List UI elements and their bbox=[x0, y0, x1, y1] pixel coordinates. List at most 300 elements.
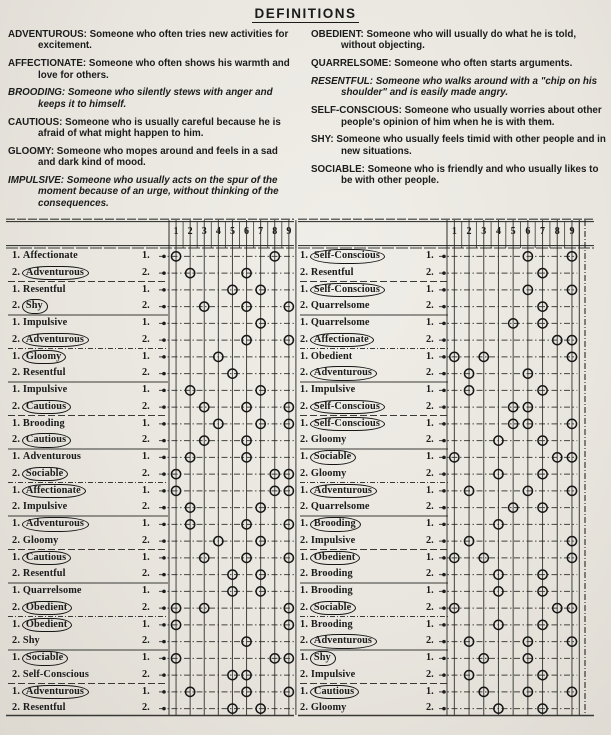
trait-label: Resentful bbox=[22, 283, 66, 295]
response-row-number: 1. bbox=[426, 283, 434, 295]
trait-number: 2. bbox=[12, 400, 23, 412]
page-header bbox=[0, 5, 611, 23]
trait-row bbox=[6, 416, 162, 433]
trait-label: Impulsive bbox=[22, 317, 68, 328]
trait-number: 1. bbox=[12, 518, 23, 529]
row-bullet-dot bbox=[162, 271, 166, 275]
trait-number: 2. bbox=[12, 568, 23, 580]
trait-row bbox=[298, 365, 438, 382]
row-bullet-dot bbox=[442, 439, 446, 443]
definition-item bbox=[8, 58, 297, 81]
definition-text: Someone who usually feels timid with other people and in new situations. bbox=[333, 134, 606, 157]
definition-item bbox=[311, 164, 607, 187]
response-row-number: 2. bbox=[142, 501, 150, 513]
trait-number: 1. bbox=[12, 350, 23, 362]
trait-row bbox=[6, 499, 162, 516]
trait-row bbox=[298, 432, 438, 449]
response-row-number: 2. bbox=[426, 601, 434, 613]
row-bullet-dot bbox=[442, 657, 446, 661]
trait-row bbox=[6, 265, 162, 282]
circled-trait-label: Cautious bbox=[22, 433, 71, 448]
trait-row bbox=[298, 533, 438, 550]
response-row-number: 1. bbox=[142, 417, 150, 429]
trait-number: 1. bbox=[12, 250, 23, 261]
circled-trait-label: Adventurous bbox=[22, 685, 89, 700]
definition-text: Someone who usually acts on the spur of the moment because of an urge, without thinking of the consequences. bbox=[38, 175, 279, 209]
page-title: DEFINITIONS bbox=[254, 6, 357, 21]
trait-number: 1. bbox=[12, 384, 23, 395]
row-bullet-dot bbox=[442, 640, 446, 644]
trait-row bbox=[6, 617, 162, 634]
trait-number: 2. bbox=[12, 601, 23, 613]
definition-term: IMPULSIVE: bbox=[8, 175, 65, 187]
response-row-number: 2. bbox=[426, 501, 434, 513]
trait-number: 1. bbox=[300, 585, 311, 596]
trait-number: 2. bbox=[300, 635, 311, 647]
trait-row bbox=[298, 600, 438, 617]
trait-row bbox=[6, 248, 162, 265]
row-bullet-dot bbox=[442, 405, 446, 409]
trait-number: 2. bbox=[300, 400, 311, 412]
response-row-number: 2. bbox=[142, 668, 150, 680]
trait-label: Shy bbox=[22, 635, 40, 647]
trait-row bbox=[6, 566, 162, 583]
scale-column-header: 1 bbox=[451, 225, 457, 237]
row-bullet-dot bbox=[442, 355, 446, 359]
trait-number: 2. bbox=[300, 501, 311, 513]
trait-row bbox=[298, 416, 438, 433]
response-row-number: 2. bbox=[142, 300, 150, 312]
trait-number: 2. bbox=[300, 434, 311, 446]
response-row-number: 2. bbox=[426, 434, 434, 446]
row-bullet-dot bbox=[162, 573, 166, 577]
trait-number: 1. bbox=[12, 451, 23, 462]
trait-number: 1. bbox=[12, 283, 23, 295]
trait-number: 1. bbox=[300, 484, 311, 496]
trait-row bbox=[298, 566, 438, 583]
trait-label: Brooding bbox=[310, 568, 353, 580]
trait-label: Impulsive bbox=[310, 384, 356, 395]
definition-item bbox=[311, 58, 607, 69]
trait-label: Obedient bbox=[310, 350, 353, 362]
trait-number: 1. bbox=[12, 618, 23, 630]
trait-row bbox=[6, 399, 162, 416]
trait-number: 2. bbox=[300, 367, 311, 379]
trait-number: 2. bbox=[300, 534, 311, 546]
row-bullet-dot bbox=[442, 305, 446, 309]
response-row-number: 2. bbox=[426, 534, 434, 546]
row-bullet-dot bbox=[442, 271, 446, 275]
response-row-number: 2. bbox=[142, 467, 150, 479]
row-bullet-dot bbox=[162, 405, 166, 409]
row-bullet-dot bbox=[162, 523, 166, 527]
row-bullet-dot bbox=[442, 506, 446, 510]
circled-trait-label: Cautious bbox=[22, 400, 71, 415]
definition-text: Someone who often shows his warmth and love for others. bbox=[38, 58, 290, 81]
definition-term: QUARRELSOME: bbox=[311, 58, 392, 70]
scale-column-header: 7 bbox=[540, 225, 546, 237]
circled-trait-label: Obedient bbox=[22, 601, 72, 616]
row-bullet-dot bbox=[162, 255, 166, 259]
trait-label: Brooding bbox=[22, 417, 65, 429]
scale-column-header: 8 bbox=[554, 225, 560, 237]
row-bullet-dot bbox=[442, 288, 446, 292]
trait-row bbox=[298, 667, 438, 684]
trait-label: Gloomy bbox=[310, 434, 347, 446]
circled-trait-label: Adventurous bbox=[310, 366, 377, 381]
definition-text: Someone who mopes around and feels in a sad and dark kind of mood. bbox=[38, 145, 278, 169]
circled-trait-label: Adventurous bbox=[22, 517, 89, 532]
circled-trait-label: Obedient bbox=[22, 618, 72, 633]
trait-number: 1. bbox=[300, 283, 311, 295]
trait-label: Impulsive bbox=[22, 384, 68, 395]
circled-trait-label: Self-Conscious bbox=[310, 417, 385, 432]
definition-term: BROODING: bbox=[8, 87, 66, 99]
definition-term: SOCIABLE: bbox=[311, 163, 365, 175]
trait-row bbox=[298, 650, 438, 667]
row-bullet-dot bbox=[442, 606, 446, 610]
row-bullet-dot bbox=[162, 556, 166, 560]
scale-column-header: 4 bbox=[495, 225, 501, 237]
circled-trait-label: Shy bbox=[310, 651, 336, 666]
scale-column-header: 9 bbox=[286, 225, 292, 237]
definitions-column-right bbox=[311, 29, 607, 193]
definition-text: Someone who often tries new activities for excitement. bbox=[38, 29, 289, 52]
trait-row bbox=[6, 550, 162, 567]
trait-row bbox=[6, 466, 162, 483]
trait-number: 1. bbox=[12, 652, 23, 663]
response-row-number: 1. bbox=[426, 417, 434, 429]
response-row-number: 1. bbox=[426, 350, 434, 362]
trait-row bbox=[6, 633, 162, 650]
definition-text: Someone who usually worries about other people's opinion of him when he is with them. bbox=[341, 105, 602, 128]
response-row-number: 1. bbox=[142, 317, 150, 328]
trait-row bbox=[298, 516, 438, 533]
row-bullet-dot bbox=[442, 338, 446, 342]
trait-label: Quarrelsome bbox=[310, 501, 370, 513]
trait-number: 1. bbox=[300, 518, 311, 529]
trait-row bbox=[298, 550, 438, 567]
trait-row bbox=[6, 449, 162, 466]
trait-number: 1. bbox=[300, 317, 311, 328]
response-row-number: 2. bbox=[142, 601, 150, 613]
row-bullet-dot bbox=[442, 489, 446, 493]
trait-number: 2. bbox=[12, 434, 23, 446]
trait-label: Gloomy bbox=[22, 534, 59, 546]
row-bullet-dot bbox=[442, 422, 446, 426]
response-row-number: 2. bbox=[142, 702, 150, 714]
trait-number: 1. bbox=[12, 417, 23, 429]
circled-trait-label: Adventurous bbox=[310, 634, 377, 649]
circled-trait-label: Affectionate bbox=[22, 484, 86, 499]
definition-term: CAUTIOUS: bbox=[8, 116, 63, 128]
definition-item bbox=[311, 134, 607, 157]
row-bullet-dot bbox=[162, 288, 166, 292]
row-bullet-dot bbox=[162, 623, 166, 627]
response-row-number: 2. bbox=[426, 266, 434, 278]
response-row-number: 1. bbox=[426, 618, 434, 630]
rating-table-left bbox=[6, 218, 298, 717]
response-row-number: 1. bbox=[142, 551, 150, 563]
row-bullet-dot bbox=[162, 640, 166, 644]
response-row-number: 1. bbox=[426, 451, 434, 462]
row-bullet-dot bbox=[442, 472, 446, 476]
trait-row bbox=[298, 332, 438, 349]
definition-term: SELF-CONSCIOUS: bbox=[311, 105, 402, 117]
trait-row bbox=[6, 533, 162, 550]
trait-row bbox=[298, 382, 438, 399]
definitions-column-left bbox=[8, 29, 297, 216]
trait-number: 1. bbox=[12, 317, 23, 328]
trait-number: 2. bbox=[12, 266, 23, 278]
response-row-number: 2. bbox=[142, 333, 150, 345]
response-row-number: 1. bbox=[426, 685, 434, 697]
response-row-number: 1. bbox=[142, 518, 150, 529]
row-bullet-dot bbox=[162, 472, 166, 476]
trait-row bbox=[6, 483, 162, 500]
trait-number: 2. bbox=[12, 668, 23, 680]
trait-number: 2. bbox=[300, 668, 311, 680]
definition-text: Someone who is friendly and who usually likes to be with other people. bbox=[341, 163, 599, 187]
trait-label: Gloomy bbox=[310, 467, 347, 479]
response-row-number: 2. bbox=[426, 635, 434, 647]
definition-text: Someone who often starts arguments. bbox=[391, 58, 573, 70]
row-bullet-dot bbox=[442, 372, 446, 376]
trait-label: Resentful bbox=[22, 702, 66, 714]
circled-trait-label: Adventurous bbox=[22, 333, 89, 348]
response-row-number: 2. bbox=[426, 668, 434, 680]
trait-row bbox=[6, 349, 162, 366]
definition-term: GLOOMY: bbox=[8, 145, 55, 157]
trait-row bbox=[6, 382, 162, 399]
trait-number: 1. bbox=[300, 618, 311, 630]
circled-trait-label: Sociable bbox=[22, 651, 68, 666]
response-row-number: 1. bbox=[142, 451, 150, 462]
definition-item bbox=[311, 29, 607, 52]
row-bullet-dot bbox=[162, 657, 166, 661]
trait-number: 1. bbox=[300, 685, 311, 697]
trait-row bbox=[298, 349, 438, 366]
trait-row bbox=[6, 583, 162, 600]
definition-text: Someone who silently stews with anger and keeps it to himself. bbox=[38, 87, 273, 110]
trait-number: 2. bbox=[12, 501, 23, 513]
definition-text: Someone who will usually do what he is told, without objecting. bbox=[341, 29, 577, 52]
trait-number: 1. bbox=[300, 551, 311, 563]
trait-number: 2. bbox=[12, 702, 23, 714]
trait-number: 2. bbox=[12, 333, 23, 345]
trait-number: 2. bbox=[300, 467, 311, 479]
row-bullet-dot bbox=[442, 556, 446, 560]
response-row-number: 1. bbox=[142, 585, 150, 596]
response-row-number: 1. bbox=[426, 250, 434, 261]
response-row-number: 1. bbox=[426, 384, 434, 395]
trait-row bbox=[298, 499, 438, 516]
response-row-number: 1. bbox=[426, 518, 434, 529]
circled-trait-label: Adventurous bbox=[310, 484, 377, 499]
trait-number: 1. bbox=[12, 484, 23, 496]
trait-row bbox=[6, 332, 162, 349]
response-row-number: 2. bbox=[142, 400, 150, 412]
trait-label: Gloomy bbox=[310, 702, 347, 714]
circled-trait-label: Gloomy bbox=[22, 350, 67, 365]
row-bullet-dot bbox=[442, 707, 446, 711]
response-row-number: 1. bbox=[142, 618, 150, 630]
response-row-number: 1. bbox=[142, 484, 150, 496]
trait-number: 2. bbox=[12, 635, 23, 647]
trait-number: 1. bbox=[300, 384, 311, 395]
trait-row bbox=[6, 700, 162, 717]
circled-trait-label: Self-Conscious bbox=[310, 283, 385, 298]
trait-number: 2. bbox=[12, 300, 23, 312]
scale-column-header: 5 bbox=[510, 225, 516, 237]
response-row-number: 1. bbox=[142, 350, 150, 362]
trait-row bbox=[6, 516, 162, 533]
definition-item bbox=[8, 87, 297, 110]
row-bullet-dot bbox=[442, 456, 446, 460]
definition-term: ADVENTUROUS: bbox=[8, 29, 87, 40]
trait-label: Impulsive bbox=[310, 668, 356, 680]
trait-row bbox=[298, 684, 438, 701]
scale-column-header: 3 bbox=[201, 225, 207, 237]
response-row-number: 2. bbox=[426, 333, 434, 345]
response-row-number: 2. bbox=[426, 568, 434, 580]
row-bullet-dot bbox=[442, 690, 446, 694]
circled-trait-label: Adventurous bbox=[22, 266, 89, 281]
trait-label: Quarrelsome bbox=[310, 300, 370, 312]
trait-label: Impulsive bbox=[22, 501, 68, 513]
trait-number: 1. bbox=[300, 250, 311, 261]
trait-row bbox=[6, 667, 162, 684]
trait-row bbox=[298, 265, 438, 282]
row-bullet-dot bbox=[162, 305, 166, 309]
trait-label: Resentful bbox=[22, 568, 66, 580]
trait-row bbox=[298, 315, 438, 332]
row-bullet-dot bbox=[442, 673, 446, 677]
trait-number: 1. bbox=[12, 685, 23, 697]
trait-label: Resentful bbox=[310, 266, 354, 278]
trait-row bbox=[298, 248, 438, 265]
row-bullet-dot bbox=[442, 389, 446, 393]
response-row-number: 1. bbox=[142, 250, 150, 261]
row-bullet-dot bbox=[442, 539, 446, 543]
response-row-number: 1. bbox=[142, 652, 150, 663]
circled-trait-label: Sociable bbox=[310, 601, 356, 616]
row-bullet-dot bbox=[162, 606, 166, 610]
trait-number: 2. bbox=[300, 568, 311, 580]
response-row-number: 1. bbox=[142, 283, 150, 295]
trait-row bbox=[6, 282, 162, 299]
trait-number: 2. bbox=[300, 333, 311, 345]
scale-column-header: 9 bbox=[569, 225, 575, 237]
circled-trait-label: Affectionate bbox=[310, 333, 374, 348]
circled-trait-label: Obedient bbox=[310, 551, 360, 566]
row-bullet-dot bbox=[162, 506, 166, 510]
response-row-number: 2. bbox=[426, 300, 434, 312]
trait-number: 2. bbox=[300, 266, 311, 278]
trait-row bbox=[6, 650, 162, 667]
scale-column-header: 4 bbox=[215, 225, 221, 237]
circled-trait-label: Self-Conscious bbox=[310, 400, 385, 415]
trait-number: 1. bbox=[12, 551, 23, 563]
row-bullet-dot bbox=[162, 690, 166, 694]
trait-label: Brooding bbox=[310, 618, 353, 630]
scale-column-header: 6 bbox=[525, 225, 531, 237]
trait-row bbox=[298, 449, 438, 466]
scale-column-header: 1 bbox=[173, 225, 179, 237]
response-row-number: 2. bbox=[142, 266, 150, 278]
definition-text: Someone who is usually careful because he is afraid of what might happen to him. bbox=[38, 116, 281, 140]
definition-item bbox=[8, 175, 297, 209]
trait-row bbox=[298, 399, 438, 416]
row-bullet-dot bbox=[442, 623, 446, 627]
definition-item bbox=[8, 29, 297, 52]
scale-column-header: 7 bbox=[258, 225, 264, 237]
response-row-number: 1. bbox=[426, 551, 434, 563]
trait-label: Quarrelsome bbox=[310, 317, 370, 328]
row-bullet-dot bbox=[162, 673, 166, 677]
row-bullet-dot bbox=[162, 539, 166, 543]
definition-item bbox=[311, 76, 607, 99]
trait-label: Adventurous bbox=[22, 451, 82, 462]
circled-trait-label: Sociable bbox=[310, 450, 356, 465]
trait-row bbox=[6, 684, 162, 701]
row-bullet-dot bbox=[162, 338, 166, 342]
definition-item bbox=[311, 105, 607, 128]
trait-row bbox=[6, 298, 162, 315]
circled-trait-label: Cautious bbox=[310, 685, 359, 700]
trait-row bbox=[298, 282, 438, 299]
trait-label: Impulsive bbox=[310, 534, 356, 546]
trait-number: 2. bbox=[12, 367, 23, 379]
definition-text: Someone who walks around with a "chip on his shoulder" and is easily made angry. bbox=[341, 76, 598, 99]
trait-number: 2. bbox=[12, 467, 23, 479]
row-bullet-dot bbox=[162, 456, 166, 460]
row-bullet-dot bbox=[442, 590, 446, 594]
scale-column-header: 5 bbox=[229, 225, 235, 237]
response-row-number: 1. bbox=[142, 685, 150, 697]
definition-term: RESENTFUL: bbox=[311, 76, 374, 87]
trait-number: 1. bbox=[300, 451, 311, 462]
row-bullet-dot bbox=[442, 523, 446, 527]
circled-trait-label: Brooding bbox=[310, 517, 361, 532]
row-bullet-dot bbox=[162, 707, 166, 711]
trait-label: Self-Conscious bbox=[22, 668, 89, 680]
trait-row bbox=[298, 633, 438, 650]
row-bullet-dot bbox=[162, 590, 166, 594]
trait-number: 2. bbox=[300, 702, 311, 714]
response-row-number: 2. bbox=[426, 467, 434, 479]
trait-row bbox=[298, 700, 438, 717]
trait-number: 2. bbox=[300, 300, 311, 312]
trait-label: Affectionate bbox=[22, 250, 78, 261]
row-bullet-dot bbox=[162, 355, 166, 359]
response-row-number: 2. bbox=[142, 568, 150, 580]
response-row-number: 2. bbox=[142, 635, 150, 647]
trait-label: Quarrelsome bbox=[22, 585, 82, 596]
scale-column-header: 6 bbox=[244, 225, 250, 237]
response-row-number: 2. bbox=[142, 534, 150, 546]
scale-column-header: 3 bbox=[481, 225, 487, 237]
row-bullet-dot bbox=[162, 489, 166, 493]
trait-number: 1. bbox=[300, 350, 311, 362]
response-row-number: 1. bbox=[426, 652, 434, 663]
trait-row bbox=[298, 298, 438, 315]
trait-number: 1. bbox=[300, 417, 311, 429]
response-row-number: 2. bbox=[426, 702, 434, 714]
row-bullet-dot bbox=[162, 422, 166, 426]
row-bullet-dot bbox=[162, 322, 166, 326]
row-bullet-dot bbox=[162, 389, 166, 393]
